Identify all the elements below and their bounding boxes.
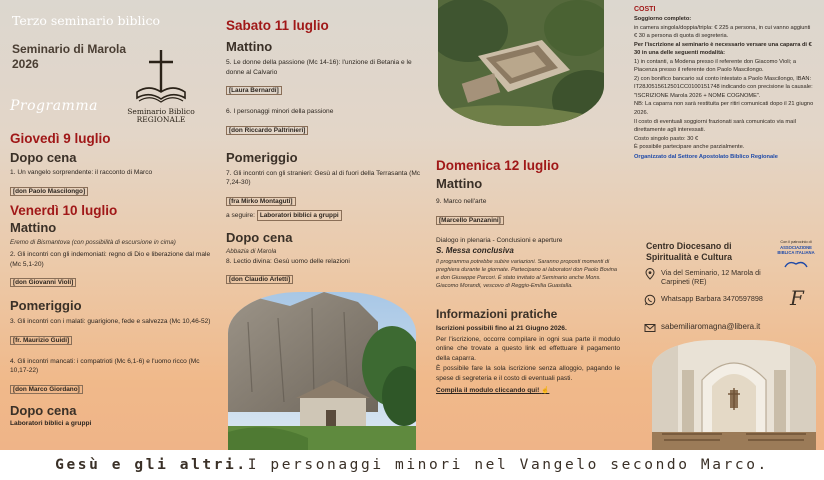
centro-logo-letter: F xyxy=(790,286,804,310)
sabato-item-5: 5. Le donne della passione (Mc 14-16): l'unzione di Betania e le donne al Calvario xyxy=(226,59,412,76)
sabato-block xyxy=(226,18,424,286)
sabato-lab-prefix: a seguire: xyxy=(226,211,255,219)
seminar-subtitle: Seminario di Marola 2026 xyxy=(12,42,127,71)
costi-line-1: Soggiorno completo: xyxy=(634,16,692,22)
aerial-abbey-photo xyxy=(438,0,604,126)
venerdi-session-mattino: Mattino xyxy=(10,220,57,235)
venerdi-place-note: Eremo di Bismantova (con possibilità di escursione in cima) xyxy=(10,239,176,246)
costi-line-3: Per l'iscrizione al seminario è necessario versare una caparra di € 30 in una delle seguenti modalità: xyxy=(634,41,812,57)
speaker-mascilongo: [don Paolo Mascilongo] xyxy=(10,187,88,196)
whatsapp-row xyxy=(644,294,768,306)
speaker-panzanini: [Marcello Panzanini] xyxy=(436,216,504,225)
iscrizione-link[interactable]: Compila il modulo cliccando qui! xyxy=(436,387,540,395)
column-sabato xyxy=(222,0,430,450)
footer-tagline xyxy=(0,450,824,480)
email-row xyxy=(644,322,824,334)
venerdi-session-dopocena: Dopo cena xyxy=(10,402,77,418)
footer-bold: Gesù e gli altri. xyxy=(55,457,248,473)
venerdi-lab: Laboratori biblici a gruppi xyxy=(10,419,92,427)
programma-heading: Programma xyxy=(10,98,98,114)
speaker-arletti: [don Claudio Arletti] xyxy=(226,275,293,284)
programma-note: Il programma potrebbe subire variazioni. Saranno proposti momenti di preghiera durante le giornate. Partecipano ai laboratori don Paolo Bovina e don Giuseppe Parcori. È stato invitato al Seminario anche Mons. Giacomo Morandi, vescovo di Reggio-Emilia Guastalla. xyxy=(436,259,617,289)
pointing-hand-icon: ☝ xyxy=(541,387,550,395)
whatsapp-text[interactable]: Whatsapp Barbara 3470597898 xyxy=(661,294,763,303)
domenica-block xyxy=(436,158,620,290)
email-text[interactable]: sabemiliaromagna@libera.it xyxy=(661,322,761,331)
footer-rest: I personaggi minori nel Vangelo secondo Marco. xyxy=(247,457,769,473)
speaker-paltrinieri: [don Riccardo Paltrinieri] xyxy=(226,126,308,135)
patrocinio-label: Con il patrocinio di xyxy=(780,240,812,244)
speaker-violi: [don Giovanni Violi] xyxy=(10,278,76,287)
giovedi-item-1: 1. Un vangelo sorprendente: il racconto di Marco xyxy=(10,169,153,176)
address-text: Via del Seminario, 12 Marola di Carpineti (RE) xyxy=(661,268,761,286)
info-pratiche-block xyxy=(436,307,620,396)
sabato-session-pomeriggio: Pomeriggio xyxy=(226,149,298,165)
abi-logo-text: ASSOCIAZIONE BIBLICA ITALIANA xyxy=(777,245,815,255)
venerdi-day: Venerdì 10 luglio xyxy=(10,203,118,218)
costi-title: COSTI xyxy=(634,6,656,13)
sabato-session-mattino: Mattino xyxy=(226,39,273,54)
domenica-session: Mattino xyxy=(436,176,483,191)
sabato-day: Sabato 11 luglio xyxy=(226,18,329,33)
costi-line-7: Il costo di eventuali soggiorni frazionati sarà comunicato via mail direttamente agli interessati. xyxy=(634,118,796,134)
info-paragraph-1: Per l'iscrizione, occorre compilare in ogni sua parte il modulo online che trovate a questo link ed effettuare il pagamento della caparra. xyxy=(436,335,620,362)
rock-hermitage-photo xyxy=(228,292,416,450)
whatsapp-icon xyxy=(644,294,656,306)
costi-block xyxy=(634,6,814,161)
costi-organizer: Organizzato dal Settore Apostolato Biblico Regionale xyxy=(634,153,778,160)
info-title: Informazioni pratiche xyxy=(436,307,558,321)
logo-text: Seminario Biblico REGIONALE xyxy=(127,107,195,125)
sabato-session-dopocena: Dopo cena xyxy=(226,230,293,246)
giovedi-block xyxy=(10,131,216,198)
cross-book-logo-icon xyxy=(133,48,189,108)
giovedi-day: Giovedì 9 luglio xyxy=(10,131,111,146)
column-costi xyxy=(626,0,824,450)
email-icon xyxy=(644,322,656,334)
info-paragraph-2: È possibile fare la sola iscrizione senza alloggio, pagando le spese di segreteria e il costo di eventuali pasti. xyxy=(436,365,620,382)
domenica-item-9: 9. Marco nell'arte xyxy=(436,198,487,205)
speaker-guidi: [fr. Maurizio Guidi] xyxy=(10,336,72,345)
costi-line-8: Costo singolo pasto: 30 € xyxy=(634,135,699,142)
sabato-item-6: 6. I personaggi minori della passione xyxy=(226,108,334,116)
venerdi-item-4: 4. Gli incontri mancati: i compatrioti (Mc 6,1-6) e l'uomo ricco (Mc 10,17-22) xyxy=(10,357,200,375)
address-row xyxy=(644,268,768,286)
costi-line-6: NB: La caparra non sarà restituita per ritiri comunicati dopo il 21 giugno 2026. xyxy=(634,101,814,117)
speaker-giordano: [don Marco Giordano] xyxy=(10,385,83,394)
sabato-place: Abbazia di Marola xyxy=(226,248,277,256)
costi-line-5: 2) con bonifico bancario sul conto intestato a Paolo Mascilongo, IBAN: IT28J0515612501CC0100151748 indicando con precisione la causale: "ISCRIZIONE Marola 2026 + NOME COGNOME". xyxy=(634,75,813,99)
venerdi-item-3: 3. Gli incontri con i malati: guarigione, fede e salvezza (Mc 10,46-52) xyxy=(10,318,211,326)
costi-line-9: È possibile partecipare anche parzialmente. xyxy=(634,144,745,151)
abi-logo-icon xyxy=(783,259,809,269)
centro-title: Centro Diocesano di Spiritualità e Cultura xyxy=(646,241,733,262)
info-deadline: Iscrizioni possibili fino al 21 Giugno 2026. xyxy=(436,325,567,332)
sabato-item-8: 8. Lectio divina: Gesù uomo delle relazioni xyxy=(226,258,350,266)
costi-line-2: in camera singola/doppia/tripla: € 225 a persona, in cui vanno aggiunti € 30 a persona di quota di segreteria. xyxy=(634,24,811,40)
costi-line-4: 1) in contanti, a Modena presso il referente don Giacomo Violi; a Piacenza presso il referente don Paolo Mascilongo. xyxy=(634,58,797,74)
speaker-bernardi: [Laura Bernardi] xyxy=(226,86,282,95)
speaker-montaguti: [fra Mirko Montaguti] xyxy=(226,197,296,206)
venerdi-block xyxy=(10,203,216,428)
seminar-title: Terzo seminario biblico xyxy=(12,13,160,28)
abi-block xyxy=(772,240,820,274)
sabato-lab: Laboratori biblici a gruppi xyxy=(257,210,342,221)
church-interior-photo xyxy=(652,340,816,450)
domenica-plenaria: Dialogo in plenaria - Conclusioni e aperture xyxy=(436,236,563,244)
venerdi-item-2: 2. Gli incontri con gli indemoniati: regno di Dio e liberazione dal male (Mc 5,1-20) xyxy=(10,251,211,268)
domenica-messa: S. Messa conclusiva xyxy=(436,246,514,256)
venerdi-session-pomeriggio: Pomeriggio xyxy=(10,298,82,314)
location-pin-icon xyxy=(644,268,656,280)
column-giovedi-venerdi xyxy=(0,0,222,450)
giovedi-session: Dopo cena xyxy=(10,150,77,165)
domenica-day: Domenica 12 luglio xyxy=(436,158,560,173)
sabato-item-7: 7. Gli incontri con gli stranieri: Gesù al di fuori della Terrasanta (Mc 7,24-30) xyxy=(226,169,421,187)
column-domenica xyxy=(430,0,626,450)
